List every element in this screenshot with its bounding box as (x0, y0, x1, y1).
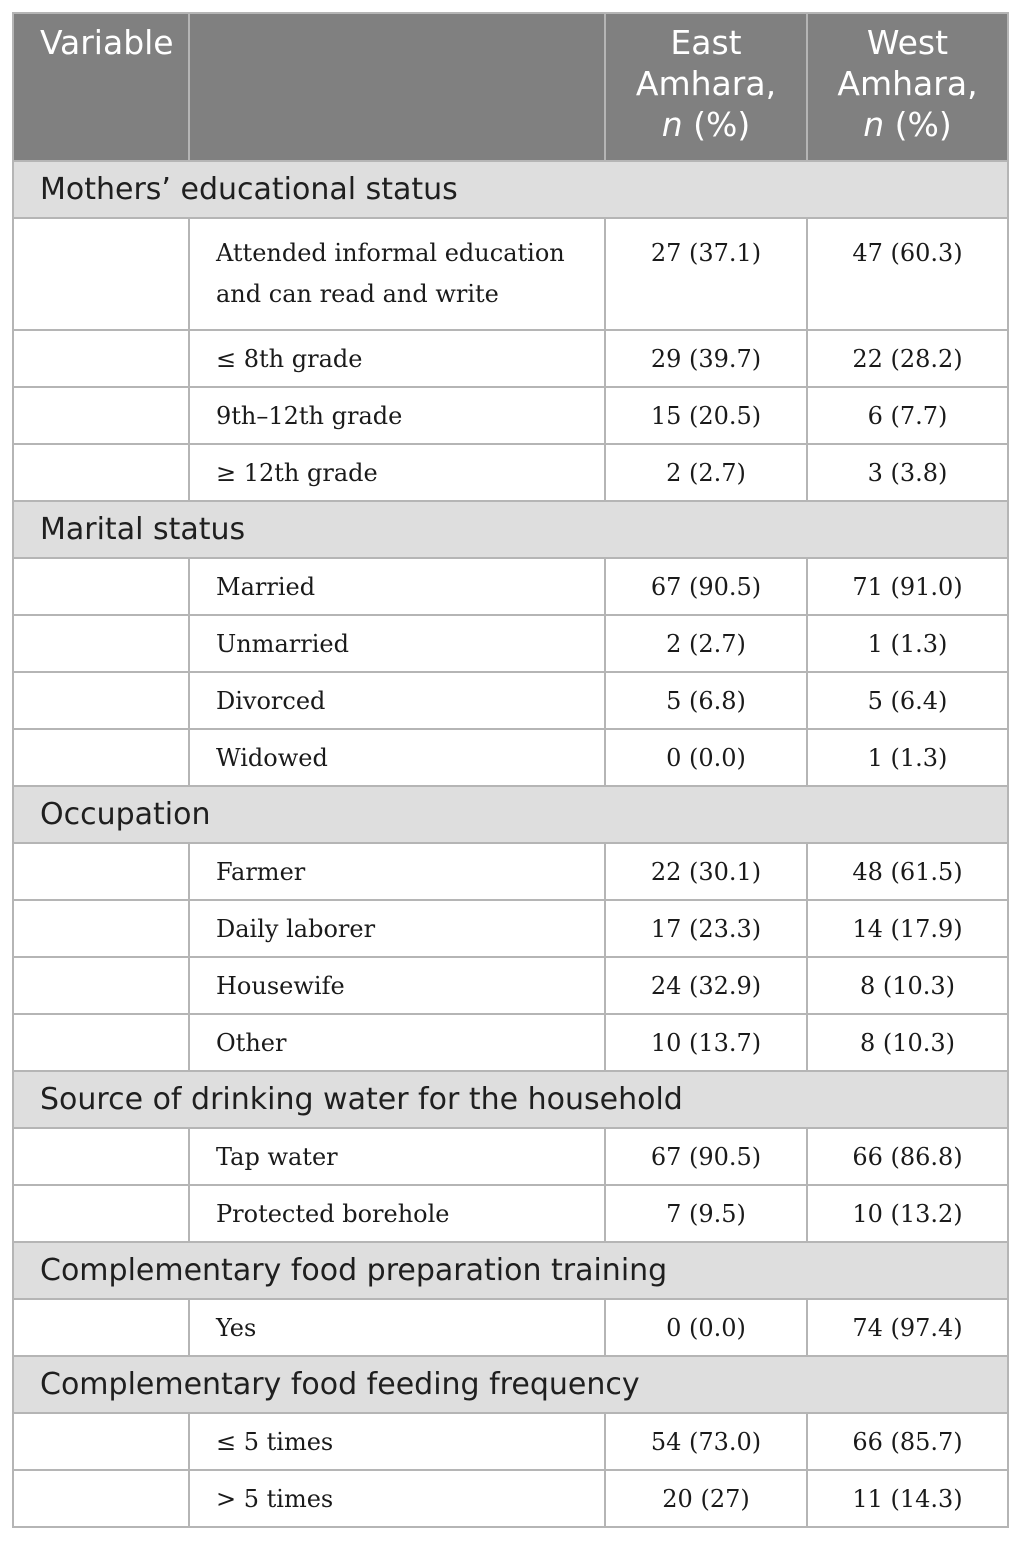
header-west-line2: Amhara, (837, 64, 978, 103)
data-table (12, 12, 1009, 1528)
table-row (13, 729, 1008, 786)
section-title: Occupation (13, 786, 1008, 843)
east-value: 5 (6.8) (605, 672, 807, 729)
header-variable: Variable (13, 13, 189, 161)
row-label: > 5 times (189, 1470, 605, 1527)
west-value: 14 (17.9) (807, 900, 1008, 957)
row-label: Married (189, 558, 605, 615)
west-value: 8 (10.3) (807, 1014, 1008, 1071)
east-value: 20 (27) (605, 1470, 807, 1527)
row-label: Yes (189, 1299, 605, 1356)
header-east-pct: (%) (693, 105, 751, 144)
header-east-n: n (661, 105, 683, 144)
header-east-line2: Amhara, (635, 64, 777, 103)
table-row (13, 1128, 1008, 1185)
row-label: Tap water (189, 1128, 605, 1185)
west-value: 6 (7.7) (807, 387, 1008, 444)
table-row (13, 387, 1008, 444)
west-value: 3 (3.8) (807, 444, 1008, 501)
section-title: Mothers’ educational status (13, 161, 1008, 218)
row-label: 9th–12th grade (189, 387, 605, 444)
header-east-amhara (605, 13, 807, 161)
row-label: Farmer (189, 843, 605, 900)
east-value: 17 (23.3) (605, 900, 807, 957)
table-row (13, 957, 1008, 1014)
east-value: 67 (90.5) (605, 558, 807, 615)
section-title: Marital status (13, 501, 1008, 558)
west-value: 66 (86.8) (807, 1128, 1008, 1185)
section-header (13, 1071, 1008, 1128)
header-west-pct: (%) (894, 105, 952, 144)
section-header (13, 501, 1008, 558)
table-row (13, 1299, 1008, 1356)
east-value: 29 (39.7) (605, 330, 807, 387)
west-value: 22 (28.2) (807, 330, 1008, 387)
header-row (13, 13, 1008, 161)
row-label: ≤ 5 times (189, 1413, 605, 1470)
table-row (13, 218, 1008, 330)
row-label: ≥ 12th grade (189, 444, 605, 501)
east-value: 24 (32.9) (605, 957, 807, 1014)
row-label: Protected borehole (189, 1185, 605, 1242)
west-value: 1 (1.3) (807, 615, 1008, 672)
east-value: 27 (37.1) (605, 218, 807, 330)
header-east-line1: East (670, 23, 742, 62)
table-row (13, 1185, 1008, 1242)
west-value: 1 (1.3) (807, 729, 1008, 786)
west-value: 10 (13.2) (807, 1185, 1008, 1242)
west-value: 11 (14.3) (807, 1470, 1008, 1527)
east-value: 0 (0.0) (605, 1299, 807, 1356)
header-blank (189, 13, 605, 161)
row-label: Divorced (189, 672, 605, 729)
row-label: Other (189, 1014, 605, 1071)
east-value: 22 (30.1) (605, 843, 807, 900)
table-row (13, 1470, 1008, 1527)
east-value: 0 (0.0) (605, 729, 807, 786)
west-value: 8 (10.3) (807, 957, 1008, 1014)
west-value: 74 (97.4) (807, 1299, 1008, 1356)
west-value: 66 (85.7) (807, 1413, 1008, 1470)
west-value: 48 (61.5) (807, 843, 1008, 900)
east-value: 2 (2.7) (605, 444, 807, 501)
west-value: 47 (60.3) (807, 218, 1008, 330)
header-west-line1: West (866, 23, 949, 62)
table-row (13, 558, 1008, 615)
table-row (13, 900, 1008, 957)
east-value: 2 (2.7) (605, 615, 807, 672)
table-row (13, 615, 1008, 672)
section-title: Source of drinking water for the household (13, 1071, 1008, 1128)
row-label: Daily laborer (189, 900, 605, 957)
row-label: ≤ 8th grade (189, 330, 605, 387)
east-value: 7 (9.5) (605, 1185, 807, 1242)
east-value: 15 (20.5) (605, 387, 807, 444)
header-west-amhara (807, 13, 1008, 161)
table-row (13, 1413, 1008, 1470)
east-value: 10 (13.7) (605, 1014, 807, 1071)
row-label: Widowed (189, 729, 605, 786)
east-value: 54 (73.0) (605, 1413, 807, 1470)
table-row (13, 330, 1008, 387)
row-label: Unmarried (189, 615, 605, 672)
header-west-n: n (863, 105, 885, 144)
section-title: Complementary food feeding frequency (13, 1356, 1008, 1413)
west-value: 5 (6.4) (807, 672, 1008, 729)
table-row (13, 1014, 1008, 1071)
section-header (13, 161, 1008, 218)
row-label: Housewife (189, 957, 605, 1014)
row-label: Attended informal education and can read and write (189, 218, 605, 330)
table-row (13, 444, 1008, 501)
section-header (13, 786, 1008, 843)
table-row (13, 843, 1008, 900)
east-value: 67 (90.5) (605, 1128, 807, 1185)
west-value: 71 (91.0) (807, 558, 1008, 615)
table-row (13, 672, 1008, 729)
section-header (13, 1356, 1008, 1413)
section-header (13, 1242, 1008, 1299)
section-title: Complementary food preparation training (13, 1242, 1008, 1299)
